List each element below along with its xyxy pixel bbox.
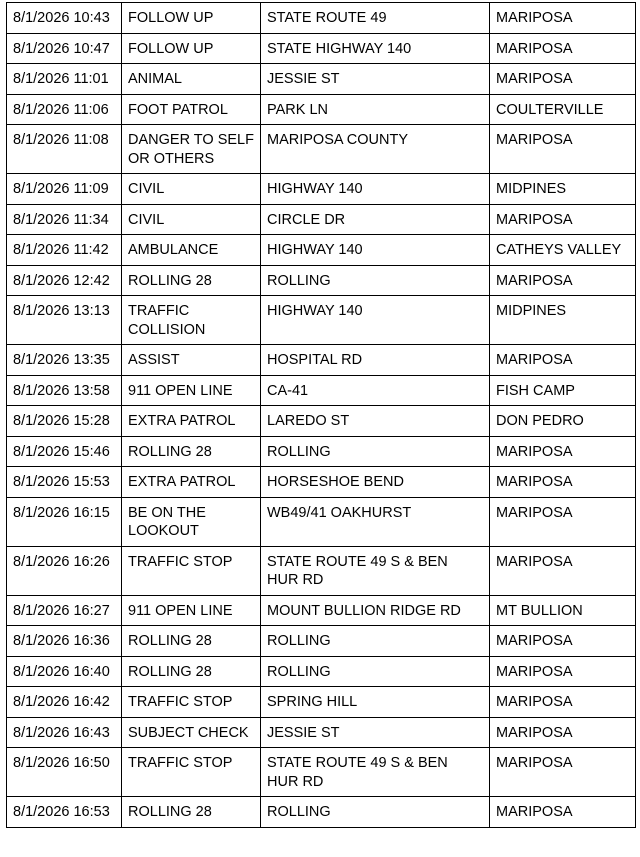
call-city-cell: MARIPOSA [490,345,636,376]
call-type-cell: TRAFFIC STOP [122,687,261,718]
call-datetime-cell: 8/1/2026 16:53 [7,797,122,828]
call-type-cell: CIVIL [122,204,261,235]
table-row [7,94,636,125]
call-type-cell: SUBJECT CHECK [122,717,261,748]
call-type-cell: ROLLING 28 [122,797,261,828]
call-type-cell: ROLLING 28 [122,656,261,687]
table-row [7,626,636,657]
call-city-cell: MARIPOSA [490,265,636,296]
call-datetime-cell: 8/1/2026 16:27 [7,595,122,626]
call-location-cell: JESSIE ST [261,64,490,95]
call-city-cell: MARIPOSA [490,797,636,828]
call-location-cell: HOSPITAL RD [261,345,490,376]
call-city-cell: MARIPOSA [490,717,636,748]
call-datetime-cell: 8/1/2026 16:43 [7,717,122,748]
call-city-cell: MARIPOSA [490,687,636,718]
table-row [7,467,636,498]
call-type-cell: DANGER TO SELF OR OTHERS [122,125,261,174]
table-row [7,345,636,376]
table-row [7,546,636,595]
call-location-cell: HIGHWAY 140 [261,235,490,266]
call-datetime-cell: 8/1/2026 10:43 [7,3,122,34]
call-city-cell: CATHEYS VALLEY [490,235,636,266]
call-location-cell: STATE ROUTE 49 [261,3,490,34]
call-city-cell: MARIPOSA [490,33,636,64]
call-type-cell: FOOT PATROL [122,94,261,125]
call-location-cell: STATE ROUTE 49 S & BEN HUR RD [261,546,490,595]
call-type-cell: ASSIST [122,345,261,376]
call-location-cell: ROLLING [261,436,490,467]
call-type-cell: 911 OPEN LINE [122,595,261,626]
call-city-cell: MIDPINES [490,296,636,345]
call-datetime-cell: 8/1/2026 13:35 [7,345,122,376]
table-row [7,3,636,34]
call-city-cell: MARIPOSA [490,125,636,174]
table-row [7,717,636,748]
table-row [7,125,636,174]
call-city-cell: MARIPOSA [490,3,636,34]
call-datetime-cell: 8/1/2026 15:53 [7,467,122,498]
table-row [7,235,636,266]
call-log-body [7,3,636,828]
call-city-cell: MARIPOSA [490,656,636,687]
call-type-cell: FOLLOW UP [122,33,261,64]
call-location-cell: ROLLING [261,797,490,828]
call-location-cell: ROLLING [261,265,490,296]
call-city-cell: MIDPINES [490,174,636,205]
call-type-cell: TRAFFIC STOP [122,546,261,595]
call-city-cell: MARIPOSA [490,204,636,235]
table-row [7,595,636,626]
call-location-cell: LAREDO ST [261,406,490,437]
call-datetime-cell: 8/1/2026 13:58 [7,375,122,406]
table-row [7,797,636,828]
table-row [7,265,636,296]
call-type-cell: TRAFFIC COLLISION [122,296,261,345]
call-datetime-cell: 8/1/2026 11:01 [7,64,122,95]
call-type-cell: EXTRA PATROL [122,467,261,498]
call-city-cell: MARIPOSA [490,64,636,95]
table-row [7,204,636,235]
call-location-cell: JESSIE ST [261,717,490,748]
call-city-cell: MARIPOSA [490,626,636,657]
call-location-cell: MOUNT BULLION RIDGE RD [261,595,490,626]
call-city-cell: DON PEDRO [490,406,636,437]
call-location-cell: HIGHWAY 140 [261,174,490,205]
table-row [7,436,636,467]
call-datetime-cell: 8/1/2026 16:15 [7,497,122,546]
call-location-cell: PARK LN [261,94,490,125]
call-datetime-cell: 8/1/2026 16:42 [7,687,122,718]
call-location-cell: STATE HIGHWAY 140 [261,33,490,64]
call-type-cell: TRAFFIC STOP [122,748,261,797]
call-location-cell: MARIPOSA COUNTY [261,125,490,174]
table-row [7,497,636,546]
call-datetime-cell: 8/1/2026 16:26 [7,546,122,595]
call-datetime-cell: 8/1/2026 10:47 [7,33,122,64]
call-type-cell: ANIMAL [122,64,261,95]
call-city-cell: MARIPOSA [490,436,636,467]
call-type-cell: FOLLOW UP [122,3,261,34]
call-city-cell: MT BULLION [490,595,636,626]
call-datetime-cell: 8/1/2026 11:42 [7,235,122,266]
call-city-cell: MARIPOSA [490,467,636,498]
table-row [7,406,636,437]
call-datetime-cell: 8/1/2026 13:13 [7,296,122,345]
call-city-cell: MARIPOSA [490,748,636,797]
call-type-cell: ROLLING 28 [122,265,261,296]
call-city-cell: FISH CAMP [490,375,636,406]
call-type-cell: AMBULANCE [122,235,261,266]
call-location-cell: HORSESHOE BEND [261,467,490,498]
call-type-cell: ROLLING 28 [122,626,261,657]
table-row [7,174,636,205]
call-type-cell: EXTRA PATROL [122,406,261,437]
call-datetime-cell: 8/1/2026 11:34 [7,204,122,235]
call-datetime-cell: 8/1/2026 16:40 [7,656,122,687]
call-location-cell: CA-41 [261,375,490,406]
table-row [7,33,636,64]
call-city-cell: MARIPOSA [490,497,636,546]
table-row [7,296,636,345]
call-datetime-cell: 8/1/2026 15:46 [7,436,122,467]
call-datetime-cell: 8/1/2026 16:36 [7,626,122,657]
call-location-cell: STATE ROUTE 49 S & BEN HUR RD [261,748,490,797]
call-location-cell: WB49/41 OAKHURST [261,497,490,546]
table-row [7,748,636,797]
call-type-cell: BE ON THE LOOKOUT [122,497,261,546]
call-type-cell: 911 OPEN LINE [122,375,261,406]
call-location-cell: SPRING HILL [261,687,490,718]
call-datetime-cell: 8/1/2026 16:50 [7,748,122,797]
call-city-cell: MARIPOSA [490,546,636,595]
table-row [7,64,636,95]
call-datetime-cell: 8/1/2026 11:06 [7,94,122,125]
call-datetime-cell: 8/1/2026 12:42 [7,265,122,296]
table-row [7,375,636,406]
call-location-cell: CIRCLE DR [261,204,490,235]
call-type-cell: ROLLING 28 [122,436,261,467]
call-location-cell: HIGHWAY 140 [261,296,490,345]
table-row [7,656,636,687]
call-datetime-cell: 8/1/2026 11:09 [7,174,122,205]
call-type-cell: CIVIL [122,174,261,205]
call-location-cell: ROLLING [261,626,490,657]
call-datetime-cell: 8/1/2026 15:28 [7,406,122,437]
call-city-cell: COULTERVILLE [490,94,636,125]
table-row [7,687,636,718]
call-log-table [6,2,636,828]
call-datetime-cell: 8/1/2026 11:08 [7,125,122,174]
call-location-cell: ROLLING [261,656,490,687]
